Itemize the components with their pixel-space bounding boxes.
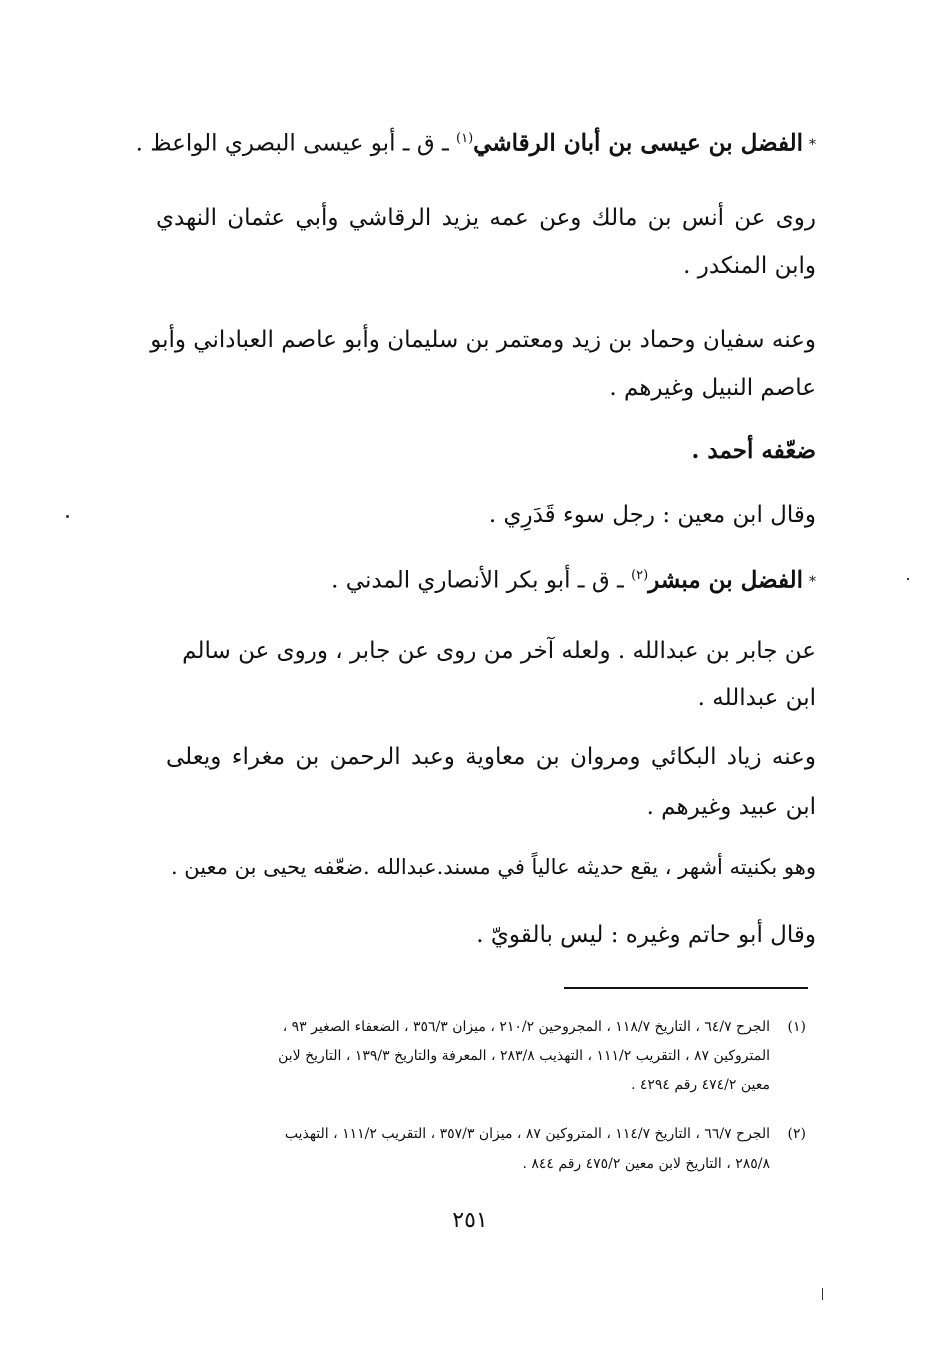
paragraph-line: وابن المنكدر . xyxy=(683,253,816,279)
paragraph-line: ابن عبدالله . xyxy=(697,685,816,711)
entry-name-1: الفضل بن عيسى بن أبان الرقاشي xyxy=(473,129,803,157)
footnote-line: معين ٤٧٤/٢ رقم ٤٢٩٤ . xyxy=(630,1077,770,1093)
footnote-line: المتروكين ٨٧ ، التقريب ١١١/٢ ، التهذيب ٢٨٣/٨ ، المعرفة والتاريخ ١٣٩/٣ ، التاريخ لابن xyxy=(278,1048,770,1064)
entry-heading-1 xyxy=(136,124,816,160)
footnote-number-1: (١) xyxy=(787,1019,806,1035)
footnote-separator xyxy=(564,987,808,989)
entry-rest-2: ـ ق ـ أبو بكر الأنصاري المدني . xyxy=(331,567,632,594)
footnote-ref-1: (١) xyxy=(456,131,474,146)
footnote-line: الجرح ٦٦/٧ ، التاريخ ١١٤/٧ ، المتروكين ٨٧ ، ميزان ٣٥٧/٣ ، التقريب ١١١/٢ ، التهذيب xyxy=(284,1126,770,1142)
footnote-number-2: (٢) xyxy=(787,1126,806,1142)
paragraph-line: عاصم النبيل وغيرهم . xyxy=(609,375,816,401)
paragraph-line: عن جابر بن عبدالله . ولعله آخر من روى عن جابر ، وروى عن سالم xyxy=(182,638,816,664)
footnote-line: الجرح ٦٤/٧ ، التاريخ ١١٨/٧ ، المجروحين ٢١٠/٢ ، ميزان ٣٥٦/٣ ، الضعفاء الصغير ٩٣ ، xyxy=(282,1019,770,1035)
paragraph-line: وعنه سفيان وحماد بن زيد ومعتمر بن سليمان وأبو عاصم العباداني وأبو xyxy=(150,327,816,353)
entry-name-2: الفضل بن مبشر xyxy=(648,566,803,594)
entry-heading-2 xyxy=(331,561,816,597)
entry-rest-1: ـ ق ـ أبو عيسى البصري الواعظ . xyxy=(135,130,457,157)
footnote-ref-2: (٢) xyxy=(631,568,649,583)
scan-speck xyxy=(822,1288,823,1300)
paragraph-line: وقال ابن معين : رجل سوء قَدَرِي . xyxy=(488,502,816,528)
entry-star-1: * xyxy=(809,136,816,153)
paragraph-line: وهو بكنيته أشهر ، يقع حديثه عالياً في مسند.عبدالله .ضعّفه يحيى بن معين . xyxy=(170,855,816,879)
entry-star-2: * xyxy=(809,573,816,590)
paragraph-line: وقال أبو حاتم وغيره : ليس بالقويّ . xyxy=(476,922,816,948)
footnote-line: ٢٨٥/٨ ، التاريخ لابن معين ٤٧٥/٢ رقم ٨٤٤ . xyxy=(522,1156,770,1172)
paragraph-line: وعنه زياد البكائي ومروان بن معاوية وعبد الرحمن بن مغراء ويعلى xyxy=(166,744,816,770)
paragraph-line: ضعّفه أحمد . xyxy=(691,437,816,464)
paragraph-line: روى عن أنس بن مالك وعن عمه يزيد الرقاشي وأبي عثمان النهدي xyxy=(156,205,816,231)
paragraph-line: ابن عبيد وغيرهم . xyxy=(646,794,816,820)
page-number: ٢٥١ xyxy=(452,1208,488,1233)
scan-speck xyxy=(66,515,69,518)
scan-speck xyxy=(907,578,909,580)
